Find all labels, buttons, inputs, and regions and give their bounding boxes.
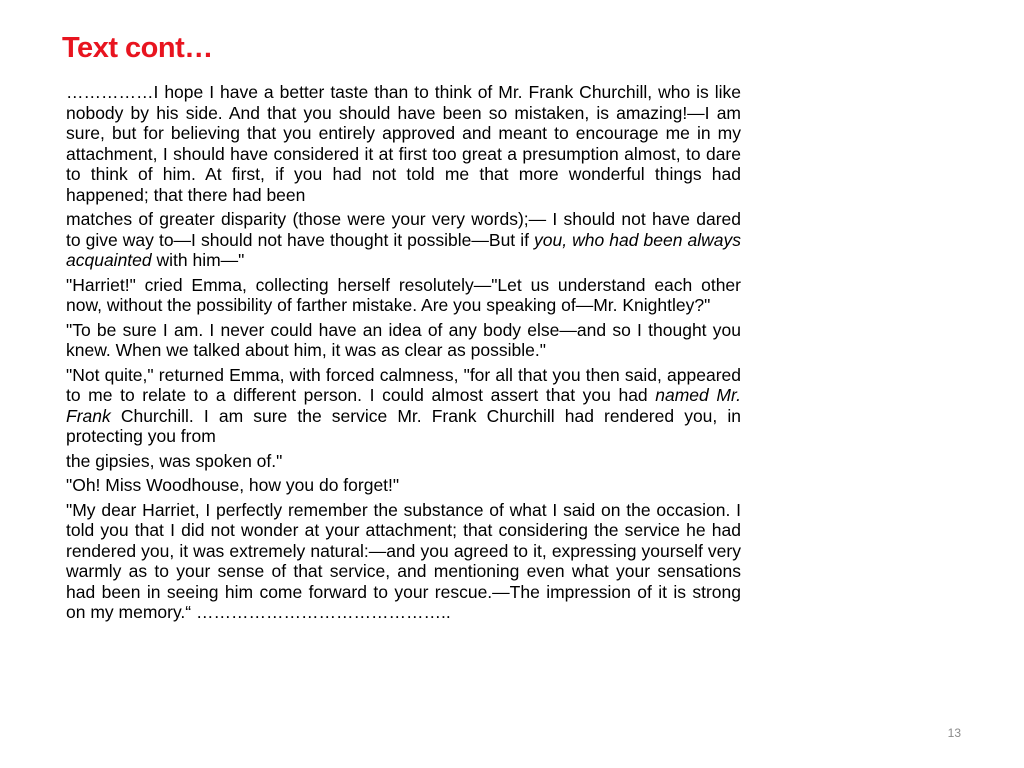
paragraph-5-text-c: Churchill. I am sure the service Mr. Frank Churchill had rendered you, in protecting you from: [66, 405, 741, 446]
paragraph-2: [66, 209, 741, 271]
paragraph-3: "Harriet!" cried Emma, collecting herself resolutely—"Let us understand each other now, without the possibility of farther mistake. Are you speaking of—Mr. Knightley?": [66, 274, 741, 315]
paragraph-5-italic: named Mr. Frank: [66, 385, 741, 426]
paragraph-5: [66, 365, 741, 447]
paragraph-6: the gipsies, was spoken of.": [66, 450, 283, 471]
paragraph-8: "My dear Harriet, I perfectly remember the substance of what I said on the occasion. I told you that I did not wonder at your attachment; that considering the service he had rendered you, it was extremely natural:—and you agreed to it, expressing yourself very warmly as to your sense of that service, and mentioning even what your sensations had been in seeing him come forward to your rescue.—The impression of it is strong on my memory.“ ……………………………………..: [66, 499, 741, 622]
slide-body-text: [66, 82, 741, 627]
paragraph-1: ……………I hope I have a better taste than to think of Mr. Frank Churchill, who is like nobody by his side. And that you should have been so mistaken, is amazing!—I am sure, but for believing that you entirely approved and meant to encourage me in my attachment, I should have considered it at first too great a presumption almost, to dare to think of him. At first, if you had not told me that more wonderful things had happened; that there had been: [66, 82, 741, 205]
paragraph-2-text-a: matches of greater disparity (those were your very words);— I should not have dared to give way to—I should not have thought it possible—But if: [66, 209, 741, 250]
paragraph-5-text-a: "Not quite," returned Emma, with forced calmness, "for all that you then said, appeared to me to relate to a different person. I could almost assert that you had: [66, 364, 741, 405]
page-number: 13: [947, 726, 961, 740]
paragraph-2-text-c: with him—": [151, 250, 245, 270]
paragraph-7: "Oh! Miss Woodhouse, how you do forget!": [66, 475, 400, 495]
paragraph-4: "To be sure I am. I never could have an idea of any body else—and so I thought you knew. When we talked about him, it was as clear as possible.": [66, 319, 741, 360]
paragraph-2-italic: you, who had been always acquainted: [66, 229, 742, 270]
slide-title: Text cont…: [62, 32, 213, 64]
